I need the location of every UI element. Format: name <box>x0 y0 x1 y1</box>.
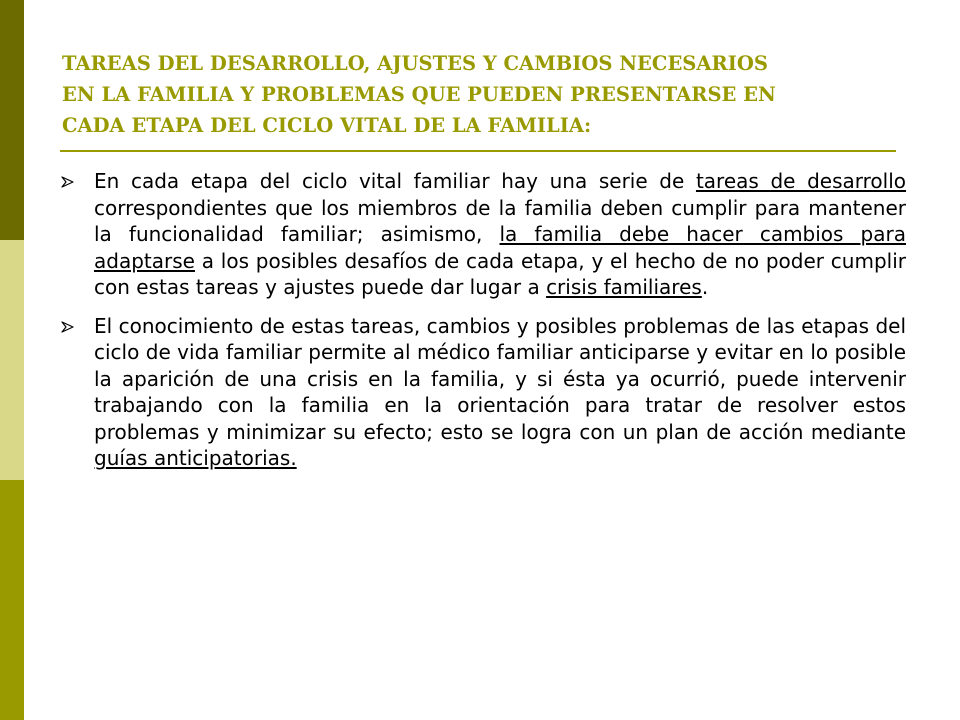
text-run: El conocimiento de estas tareas, cambios y posibles problemas de las etapas del ciclo de vida familiar permite al médico familiar anticiparse y evitar en lo posible la aparición de una crisis en la familia, y si ésta ya ocurrió, puede intervenir trabajando con la familia en la orientación para tratar de resolver estos problemas y minimizar su efecto; esto se logra con un plan de acción mediante <box>94 313 906 444</box>
bullet-list <box>60 168 906 484</box>
underlined-term: la familia debe hacer cambios para adaptarse <box>94 222 906 273</box>
title-line: EN LA FAMILIA Y PROBLEMAS QUE PUEDEN PRESENTARSE EN <box>62 83 776 106</box>
title-line: TAREAS DEL DESARROLLO, AJUSTES Y CAMBIOS NECESARIOS <box>62 52 768 75</box>
text-run: . <box>701 275 709 299</box>
text-run: En cada etapa del ciclo vital familiar hay una serie de <box>94 169 696 193</box>
title-line: CADA ETAPA DEL CICLO VITAL DE LA FAMILIA: <box>62 114 592 137</box>
title-underline-rule <box>60 150 896 152</box>
bullet-text <box>94 313 906 472</box>
text-run: correspondientes que los miembros de la familia deben cumplir para mantener la funcionalidad familiar; asimismo, <box>94 195 906 246</box>
arrow-bullet-icon <box>60 175 76 189</box>
bullet-item <box>60 313 906 472</box>
bullet-item <box>60 168 906 301</box>
bullet-text <box>94 168 906 301</box>
side-bar-light-segment <box>0 240 24 480</box>
text-run: a los posibles desafíos de cada etapa, y el hecho de no poder cumplir con estas tareas y ajustes puede dar lugar a <box>94 248 906 299</box>
side-bar-olive-segment <box>0 480 24 720</box>
underlined-term: crisis familiares <box>546 275 702 299</box>
slide-title <box>62 48 902 141</box>
underlined-term: guías anticipatorias. <box>94 446 297 470</box>
underlined-term: tareas de desarrollo <box>695 169 907 193</box>
side-bar-dark-segment <box>0 0 24 240</box>
arrow-bullet-icon <box>60 320 76 334</box>
